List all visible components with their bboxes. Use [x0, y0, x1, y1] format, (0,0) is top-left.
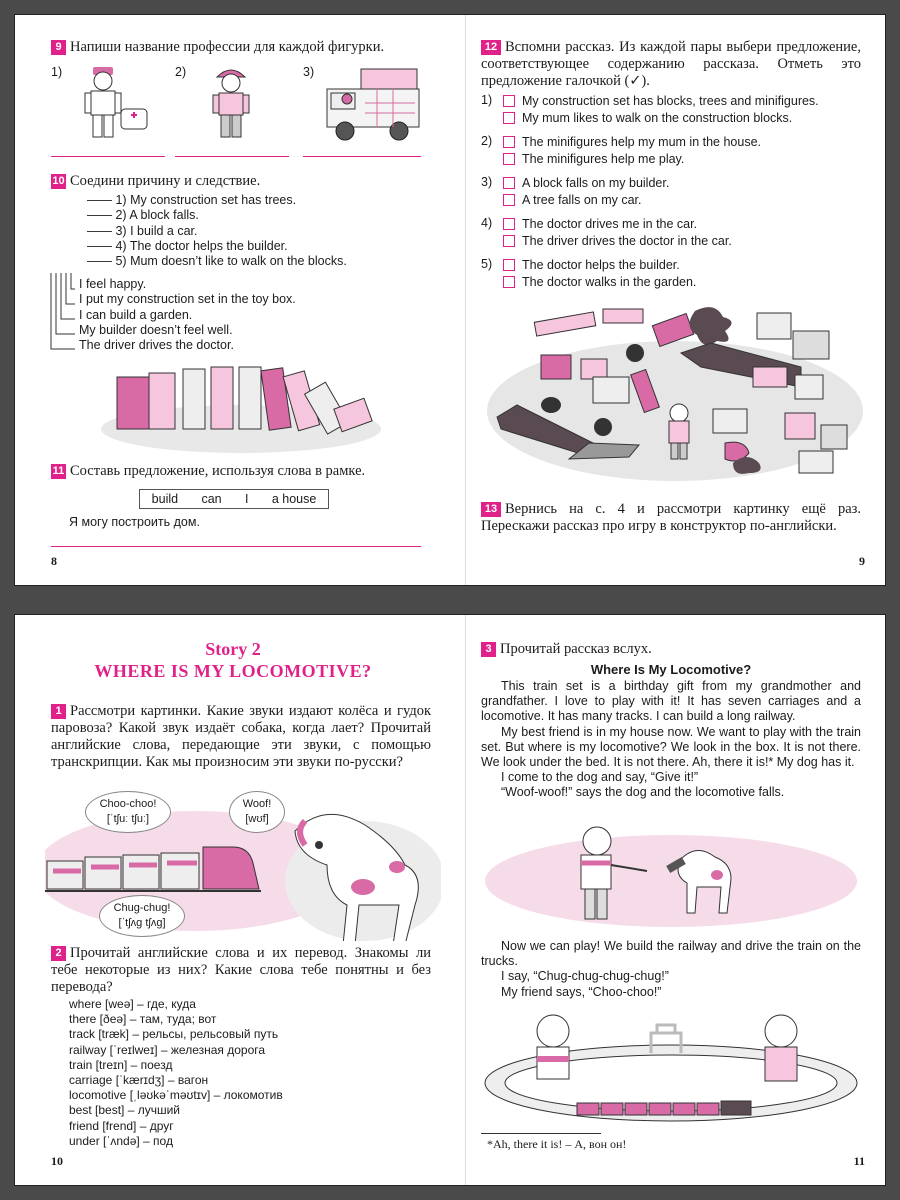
- doctor-minifigure-illustration: [75, 63, 155, 145]
- ex3-number: 3: [481, 642, 496, 657]
- pair-1-option-b[interactable]: My mum likes to walk on the construction blocks.: [503, 110, 792, 127]
- word-3: I: [244, 492, 249, 506]
- bubble-woof: Woof! [wʊf]: [229, 791, 285, 833]
- checkbox[interactable]: [503, 276, 515, 288]
- ex11-word-box: [139, 489, 329, 509]
- ex3-text: Прочитай рассказ вслух.: [500, 641, 652, 657]
- story-paragraph: I say, “Chug-chug-chug-chug!”: [501, 969, 669, 984]
- effect-1: I feel happy.: [79, 277, 147, 291]
- story-paragraph: This train set is a birthday gift from my grandmother and grandfather. I love to play with it! It has seven carriages and a locomotive. It has many tracks. I can build a long railway.: [481, 679, 861, 724]
- answer-line-3[interactable]: [303, 156, 421, 157]
- vocab-item: best [best] – лучший: [69, 1103, 180, 1118]
- kids-playing-train-illustration: [481, 1003, 861, 1123]
- checkbox[interactable]: [503, 177, 515, 189]
- cause-4: —— 4) The doctor helps the builder.: [87, 238, 288, 253]
- pair-5-number: 5): [481, 257, 493, 271]
- checkbox[interactable]: [503, 235, 515, 247]
- word-2: can: [201, 492, 222, 506]
- ex10-effects: [79, 277, 296, 353]
- story-paragraph: Now we can play! We build the railway and drive the train on the trucks.: [481, 939, 861, 969]
- ex9-label-1: 1): [51, 65, 63, 79]
- ex2-text: Прочитай английские слова и их перевод. Знакомы ли тебе некоторые из них? Какие слова тебе понятны и без перевода?: [51, 945, 431, 995]
- bottom-spread: [14, 614, 886, 1186]
- scattered-blocks-illustration: [485, 301, 865, 491]
- vocab-item: where [weə] – где, куда: [69, 997, 196, 1011]
- pair-1-option-a[interactable]: My construction set has blocks, trees and minifigures.: [503, 93, 819, 110]
- ex12-instruction: [481, 39, 861, 90]
- cause-1: —— 1) My construction set has trees.: [87, 193, 297, 207]
- pair-2-number: 2): [481, 134, 493, 148]
- cause-5: —— 5) Mum doesn’t like to walk on the blocks.: [87, 254, 347, 269]
- ex1-instruction: [51, 703, 431, 771]
- ex11-sentence-ru: Я могу построить дом.: [69, 515, 200, 529]
- story-paragraph: My friend says, “Choo-choo!”: [501, 984, 662, 999]
- page-8: [15, 15, 451, 585]
- footnote-rule: [481, 1133, 601, 1134]
- vocab-item: track [træk] – рельсы, рельсовый путь: [69, 1027, 279, 1042]
- vocab-list: [69, 997, 283, 1149]
- ex11-number: 11: [52, 465, 65, 477]
- ex11-text: Составь предложение, используя слова в рамке.: [70, 463, 366, 479]
- ex1-number: 1: [51, 704, 66, 719]
- vocab-item: railway [ˈreɪlweɪ] – железная дорога: [69, 1042, 266, 1057]
- bubble-choo-choo: Choo-choo! [ˈtʃuː tʃuː]: [85, 791, 171, 833]
- ex2-instruction: [51, 945, 431, 996]
- ex9-label-2: 2): [175, 65, 187, 79]
- domino-blocks-illustration: [101, 359, 381, 455]
- vocab-item: carriage [ˈkærɪdʒ] – вагон: [69, 1073, 209, 1088]
- checkbox[interactable]: [503, 112, 515, 124]
- ex12-number: 12: [481, 40, 501, 55]
- vocab-item: train [treɪn] – поезд: [69, 1057, 173, 1072]
- ex11-answer-line[interactable]: [51, 546, 421, 547]
- ex10-number: 10: [52, 175, 65, 187]
- pair-1-number: 1): [481, 93, 493, 107]
- pair-4-option-a[interactable]: The doctor drives me in the car.: [503, 216, 697, 233]
- car-of-blocks-illustration: [317, 63, 427, 147]
- pair-4-number: 4): [481, 216, 493, 230]
- answer-line-1[interactable]: [51, 156, 165, 157]
- footnote: *Ah, there it is! – А, вон он!: [487, 1137, 627, 1151]
- page-number-10: 10: [51, 1154, 63, 1168]
- page-number-9: 9: [859, 554, 865, 568]
- effect-2: I put my construction set in the toy box.: [79, 292, 296, 307]
- story-paragraph: I come to the dog and say, “Give it!”: [501, 770, 699, 785]
- pair-3-option-a[interactable]: A block falls on my builder.: [503, 175, 669, 192]
- vocab-item: under [ˈʌndə] – под: [69, 1133, 173, 1148]
- story-title: WHERE IS MY LOCOMOTIVE?: [94, 661, 372, 681]
- word-4: a house: [271, 492, 317, 506]
- boy-and-dog-illustration: [481, 819, 861, 933]
- page-10: [15, 615, 451, 1185]
- ex10-instruction: [51, 173, 441, 190]
- story-paragraph: My best friend is in my house now. We want to play with the train set. But where is my locomotive? We look in the box. It is not there. We look under the bed. It is not there. Ah, there it is!* My dog has it.: [481, 724, 861, 770]
- effect-3: I can build a garden.: [79, 307, 193, 322]
- ex9-text: Напиши название профессии для каждой фигурки.: [70, 39, 385, 55]
- builder-minifigure-illustration: [201, 63, 271, 145]
- ex9-instruction: [51, 39, 441, 56]
- ex13-text: Вернись на с. 4 и рассмотри картинку ещё раз. Перескажи рассказ про игру в конструктор по-английски.: [481, 501, 861, 534]
- ex11-instruction: [51, 463, 441, 480]
- pair-5-option-a[interactable]: The doctor helps the builder.: [503, 257, 680, 274]
- top-spread: [14, 14, 886, 586]
- checkbox[interactable]: [503, 153, 515, 165]
- bubble-chug-chug: Chug-chug! [ˈtʃʌg tʃʌg]: [99, 895, 185, 937]
- effect-4: My builder doesn’t feel well.: [79, 322, 233, 337]
- ex10-text: Соедини причину и следствие.: [70, 173, 261, 189]
- checkbox[interactable]: [503, 218, 515, 230]
- pair-3-option-b[interactable]: A tree falls on my car.: [503, 192, 642, 209]
- ex9-number: 9: [51, 40, 66, 55]
- ex13-instruction: [481, 501, 861, 535]
- pair-2-option-b[interactable]: The minifigures help me play.: [503, 151, 684, 168]
- pair-5-option-b[interactable]: The doctor walks in the garden.: [503, 274, 696, 291]
- checkbox[interactable]: [503, 95, 515, 107]
- story-label: Story 2: [205, 639, 261, 659]
- page-number-11: 11: [853, 1154, 865, 1168]
- ex9-label-3: 3): [303, 65, 315, 79]
- checkbox[interactable]: [503, 259, 515, 271]
- word-1: build: [151, 492, 179, 506]
- cause-3: —— 3) I build a car.: [87, 223, 198, 238]
- ex10-causes: [87, 193, 347, 269]
- story-heading: Where Is My Locomotive?: [590, 662, 752, 677]
- page-9: [465, 15, 887, 585]
- ex3-instruction: [481, 641, 861, 658]
- page-11: [465, 615, 887, 1185]
- answer-line-2[interactable]: [175, 156, 289, 157]
- effect-5: The driver drives the doctor.: [79, 338, 234, 353]
- ex13-number: 13: [481, 502, 501, 517]
- cause-2: —— 2) A block falls.: [87, 208, 199, 223]
- vocab-item: locomotive [ˌləʊkəˈməʊtɪv] – локомотив: [69, 1088, 283, 1103]
- checkbox[interactable]: [503, 194, 515, 206]
- pair-4-option-b[interactable]: The driver drives the doctor in the car.: [503, 233, 732, 250]
- pair-2-option-a[interactable]: The minifigures help my mum in the house.: [503, 134, 761, 151]
- story-paragraph: “Woof-woof!” says the dog and the locomotive falls.: [501, 785, 785, 800]
- vocab-item: friend [frend] – друг: [69, 1118, 174, 1133]
- ex12-text: Вспомни рассказ. Из каждой пары выбери предложение, соответствующее содержанию рассказа. Отметь это предложение галочкой (✓).: [481, 39, 861, 89]
- vocab-item: there [ðeə] – там, туда; вот: [69, 1012, 217, 1027]
- ex1-text: Рассмотри картинки. Какие звуки издают колёса и гудок паровоза? Какой звук издаёт собака, когда лает? Прочитай английские слова, передающие эти звуки, с помощью транскрипции. Как мы произносим эти звуки по-русски?: [51, 703, 431, 770]
- page-number-8: 8: [51, 554, 57, 568]
- ex2-number: 2: [51, 946, 66, 961]
- story-text-top: [481, 679, 861, 801]
- pair-3-number: 3): [481, 175, 493, 189]
- story-text-bottom: [481, 939, 861, 1000]
- checkbox[interactable]: [503, 136, 515, 148]
